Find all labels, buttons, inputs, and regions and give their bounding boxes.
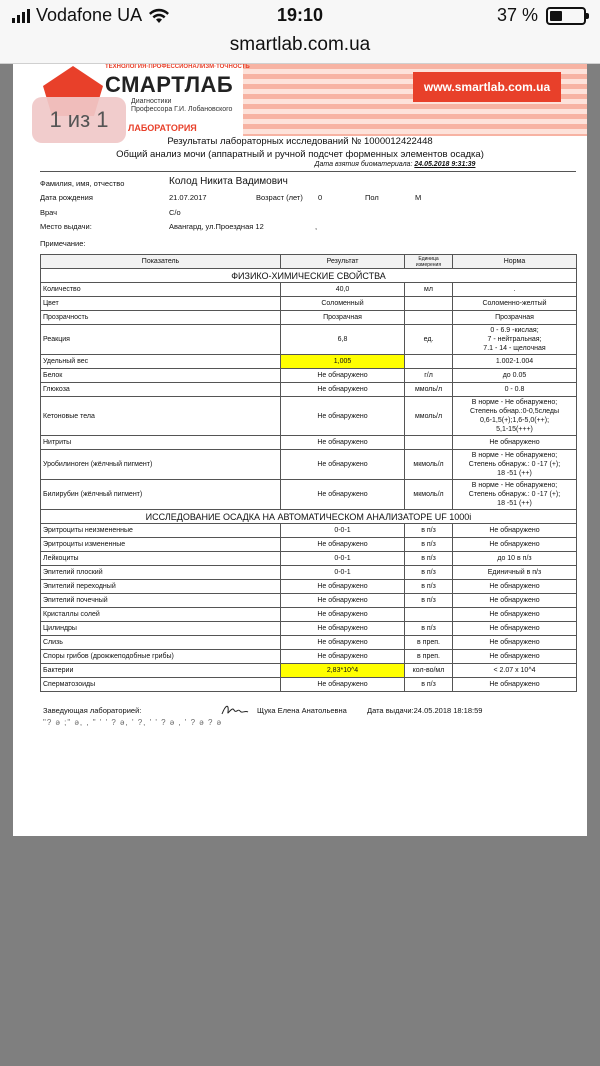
row-indicator: Бактерии (41, 664, 281, 678)
head-label: Заведующая лабораторией: (43, 706, 142, 715)
clock: 19:10 (276, 5, 324, 25)
row-unit: ммоль/л (405, 397, 453, 436)
row-indicator: Эритроциты неизмененные (41, 524, 281, 538)
row-indicator: Прозрачность (41, 311, 281, 325)
row-norm: 0 - 6.9 -кислая; 7 - нейтральная; 7.1 - 14 - щелочная (453, 325, 577, 355)
logo-lab: ЛАБОРАТОРИЯ (128, 123, 197, 133)
row-indicator: Цилиндры (41, 622, 281, 636)
row-result: Не обнаружено (281, 678, 405, 692)
row-indicator: Эритроциты измененные (41, 538, 281, 552)
row-result: 2,83*10^4 (281, 664, 405, 678)
row-result: Соломенный (281, 297, 405, 311)
table-row (41, 450, 577, 480)
row-result: Не обнаружено (281, 436, 405, 450)
row-indicator: Количество (41, 283, 281, 297)
section-header (41, 510, 577, 524)
table-row (41, 622, 577, 636)
row-norm: Соломенно-желтый (453, 297, 577, 311)
logo-subtitle: Диагностики Профессора Г.И. Лобановского (131, 98, 233, 113)
table-row (41, 311, 577, 325)
place-extra: , (315, 222, 318, 231)
row-unit: в п/з (405, 622, 453, 636)
row-unit: в п/з (405, 538, 453, 552)
row-norm: до 10 в п/з (453, 552, 577, 566)
row-result: 0-0-1 (281, 524, 405, 538)
table-row (41, 436, 577, 450)
sample-date: Дата взятия биоматериала: 24.05.2018 9:31:39 (314, 161, 476, 168)
col-norm: Норма (453, 255, 577, 269)
row-indicator: Эпителий плоский (41, 566, 281, 580)
row-norm: Не обнаружено (453, 650, 577, 664)
col-result: Результат (281, 255, 405, 269)
row-unit (405, 436, 453, 450)
row-unit: в преп. (405, 636, 453, 650)
row-unit (405, 297, 453, 311)
address-bar[interactable]: smartlab.com.ua (229, 34, 371, 55)
row-unit: в п/з (405, 524, 453, 538)
table-row (41, 397, 577, 436)
row-unit: в п/з (405, 580, 453, 594)
table-row (41, 297, 577, 311)
table-row (41, 325, 577, 355)
table-row (41, 664, 577, 678)
table-row (41, 383, 577, 397)
row-unit: мл (405, 283, 453, 297)
battery-percent: 37 % (496, 5, 538, 25)
row-result: 1,005 (281, 355, 405, 369)
row-result: Не обнаружено (281, 636, 405, 650)
divider (40, 171, 576, 172)
report-subtitle: Общий анализ мочи (аппаратный и ручной подсчет форменных элементов осадка) (116, 149, 484, 160)
report-title: Результаты лабораторных исследований № 1000012422448 (167, 136, 433, 147)
row-norm: 1.002-1.004 (453, 355, 577, 369)
row-indicator: Сперматозоиды (41, 678, 281, 692)
row-indicator: Билирубин (жёлчный пигмент) (41, 480, 281, 510)
row-indicator: Лейкоциты (41, 552, 281, 566)
row-result: 0-0-1 (281, 566, 405, 580)
age-label: Возраст (лет) (256, 193, 303, 202)
col-indicator: Показатель (41, 255, 281, 269)
section-title: ФИЗИКО-ХИМИЧЕСКИЕ СВОЙСТВА (41, 269, 577, 283)
row-norm: Не обнаружено (453, 538, 577, 552)
table-row (41, 369, 577, 383)
row-result: Не обнаружено (281, 580, 405, 594)
row-unit: в преп. (405, 650, 453, 664)
row-unit: в п/з (405, 552, 453, 566)
row-unit: ед. (405, 325, 453, 355)
row-norm: < 2.07 x 10^4 (453, 664, 577, 678)
row-result: Не обнаружено (281, 397, 405, 436)
col-unit: Единица измерения (405, 255, 453, 269)
logo-name: СМАРТЛАБ (105, 72, 234, 97)
row-indicator: Кристаллы солей (41, 608, 281, 622)
row-result: 40,0 (281, 283, 405, 297)
section-header (41, 269, 577, 283)
illegible-text: "? ə ;" ə, , " ' ' ? ə, ' ?, ' ' ? ə , ' ? ə ? ə (43, 718, 223, 727)
table-row (41, 580, 577, 594)
row-result: Не обнаружено (281, 450, 405, 480)
row-norm: Не обнаружено (453, 636, 577, 650)
row-indicator: Слизь (41, 636, 281, 650)
row-indicator: Глюкоза (41, 383, 281, 397)
row-unit: мкмоль/л (405, 480, 453, 510)
row-indicator: Цвет (41, 297, 281, 311)
dob-label: Дата рождения (40, 193, 93, 202)
table-row (41, 552, 577, 566)
website-banner: www.smartlab.com.ua (413, 72, 561, 102)
row-result: Не обнаружено (281, 594, 405, 608)
row-unit (405, 311, 453, 325)
table-row (41, 566, 577, 580)
battery-status (497, 5, 586, 26)
row-unit: в п/з (405, 566, 453, 580)
row-result: 6,8 (281, 325, 405, 355)
row-norm: Не обнаружено (453, 622, 577, 636)
row-indicator: Уробилиноген (жёлчный пигмент) (41, 450, 281, 480)
row-result: Не обнаружено (281, 622, 405, 636)
row-norm: Не обнаружено (453, 580, 577, 594)
row-indicator: Нитриты (41, 436, 281, 450)
row-norm: . (453, 283, 577, 297)
table-row (41, 594, 577, 608)
age-value: 0 (318, 193, 323, 202)
row-unit: в п/з (405, 678, 453, 692)
table-header (41, 255, 577, 269)
sex-label: Пол (365, 193, 379, 202)
row-indicator: Эпителий переходный (41, 580, 281, 594)
page-indicator: 1 из 1 (32, 97, 126, 143)
status-bar (0, 0, 600, 64)
row-result: Не обнаружено (281, 650, 405, 664)
row-indicator: Эпителий почечный (41, 594, 281, 608)
row-indicator: Реакция (41, 325, 281, 355)
row-unit: г/л (405, 369, 453, 383)
row-norm: Не обнаружено (453, 524, 577, 538)
name-value: Колод Никита Вадимович (169, 176, 288, 187)
row-norm: 0 - 0.8 (453, 383, 577, 397)
table-row (41, 538, 577, 552)
doctor-value: С/о (169, 208, 181, 217)
row-norm: Единичный в п/з (453, 566, 577, 580)
doctor-label: Врач (40, 208, 58, 217)
row-unit: в п/з (405, 594, 453, 608)
row-indicator: Споры грибов (дрожжеподобные грибы) (41, 650, 281, 664)
row-unit (405, 608, 453, 622)
table-row (41, 524, 577, 538)
table-row (41, 650, 577, 664)
row-unit: мкмоль/л (405, 450, 453, 480)
row-unit: ммоль/л (405, 383, 453, 397)
row-norm: до 0.05 (453, 369, 577, 383)
place-value: Авангард, ул.Проездная 12 (169, 222, 264, 231)
row-norm: Прозрачная (453, 311, 577, 325)
row-result: 0-0-1 (281, 552, 405, 566)
name-label: Фамилия, имя, отчество (40, 179, 125, 188)
row-indicator: Белок (41, 369, 281, 383)
carrier-name: Vodafone UA (36, 5, 143, 25)
row-result: Не обнаружено (281, 538, 405, 552)
sex-value: М (415, 193, 422, 202)
table-row (41, 608, 577, 622)
battery-icon (546, 7, 586, 25)
table-row (41, 480, 577, 510)
row-unit (405, 355, 453, 369)
logo-tagline: ТЕХНОЛОГИЯ·ПРОФЕССИОНАЛИЗМ·ТОЧНОСТЬ (105, 64, 250, 70)
row-norm: Не обнаружено (453, 678, 577, 692)
row-result: Не обнаружено (281, 383, 405, 397)
table-row (41, 283, 577, 297)
row-result: Не обнаружено (281, 608, 405, 622)
table-row (41, 355, 577, 369)
row-norm: Не обнаружено (453, 594, 577, 608)
row-norm: Не обнаружено (453, 608, 577, 622)
table-row (41, 636, 577, 650)
row-result: Не обнаружено (281, 480, 405, 510)
row-indicator: Кетоновые тела (41, 397, 281, 436)
row-norm: В норме - Не обнаружено; Степень обнаруж.: 0 -17 (+); 18 -51 (++) (453, 480, 577, 510)
results-table (40, 254, 577, 692)
section-title: ИССЛЕДОВАНИЕ ОСАДКА НА АВТОМАТИЧЕСКОМ АНАЛИЗАТОРЕ UF 1000i (41, 510, 577, 524)
row-result: Не обнаружено (281, 369, 405, 383)
note-label: Примечание: (40, 239, 86, 248)
row-norm: В норме - Не обнаружено; Степень обнар.:0-0,5следы 0,6-1,5(+);1,6-5,0(++); 5,1-15(+++) (453, 397, 577, 436)
signature (220, 702, 250, 718)
head-name: Щука Елена Анатольевна (257, 706, 347, 715)
table-row (41, 678, 577, 692)
row-norm: В норме - Не обнаружено; Степень обнаруж.: 0 -17 (+); 18 -51 (++) (453, 450, 577, 480)
row-unit: кол-во/мл (405, 664, 453, 678)
issue-date: Дата выдачи:24.05.2018 18:18:59 (367, 706, 483, 715)
place-label: Место выдачи: (40, 222, 92, 231)
dob-value: 21.07.2017 (169, 193, 207, 202)
row-result: Прозрачная (281, 311, 405, 325)
row-norm: Не обнаружено (453, 436, 577, 450)
document-page (13, 64, 587, 836)
row-indicator: Удельный вес (41, 355, 281, 369)
